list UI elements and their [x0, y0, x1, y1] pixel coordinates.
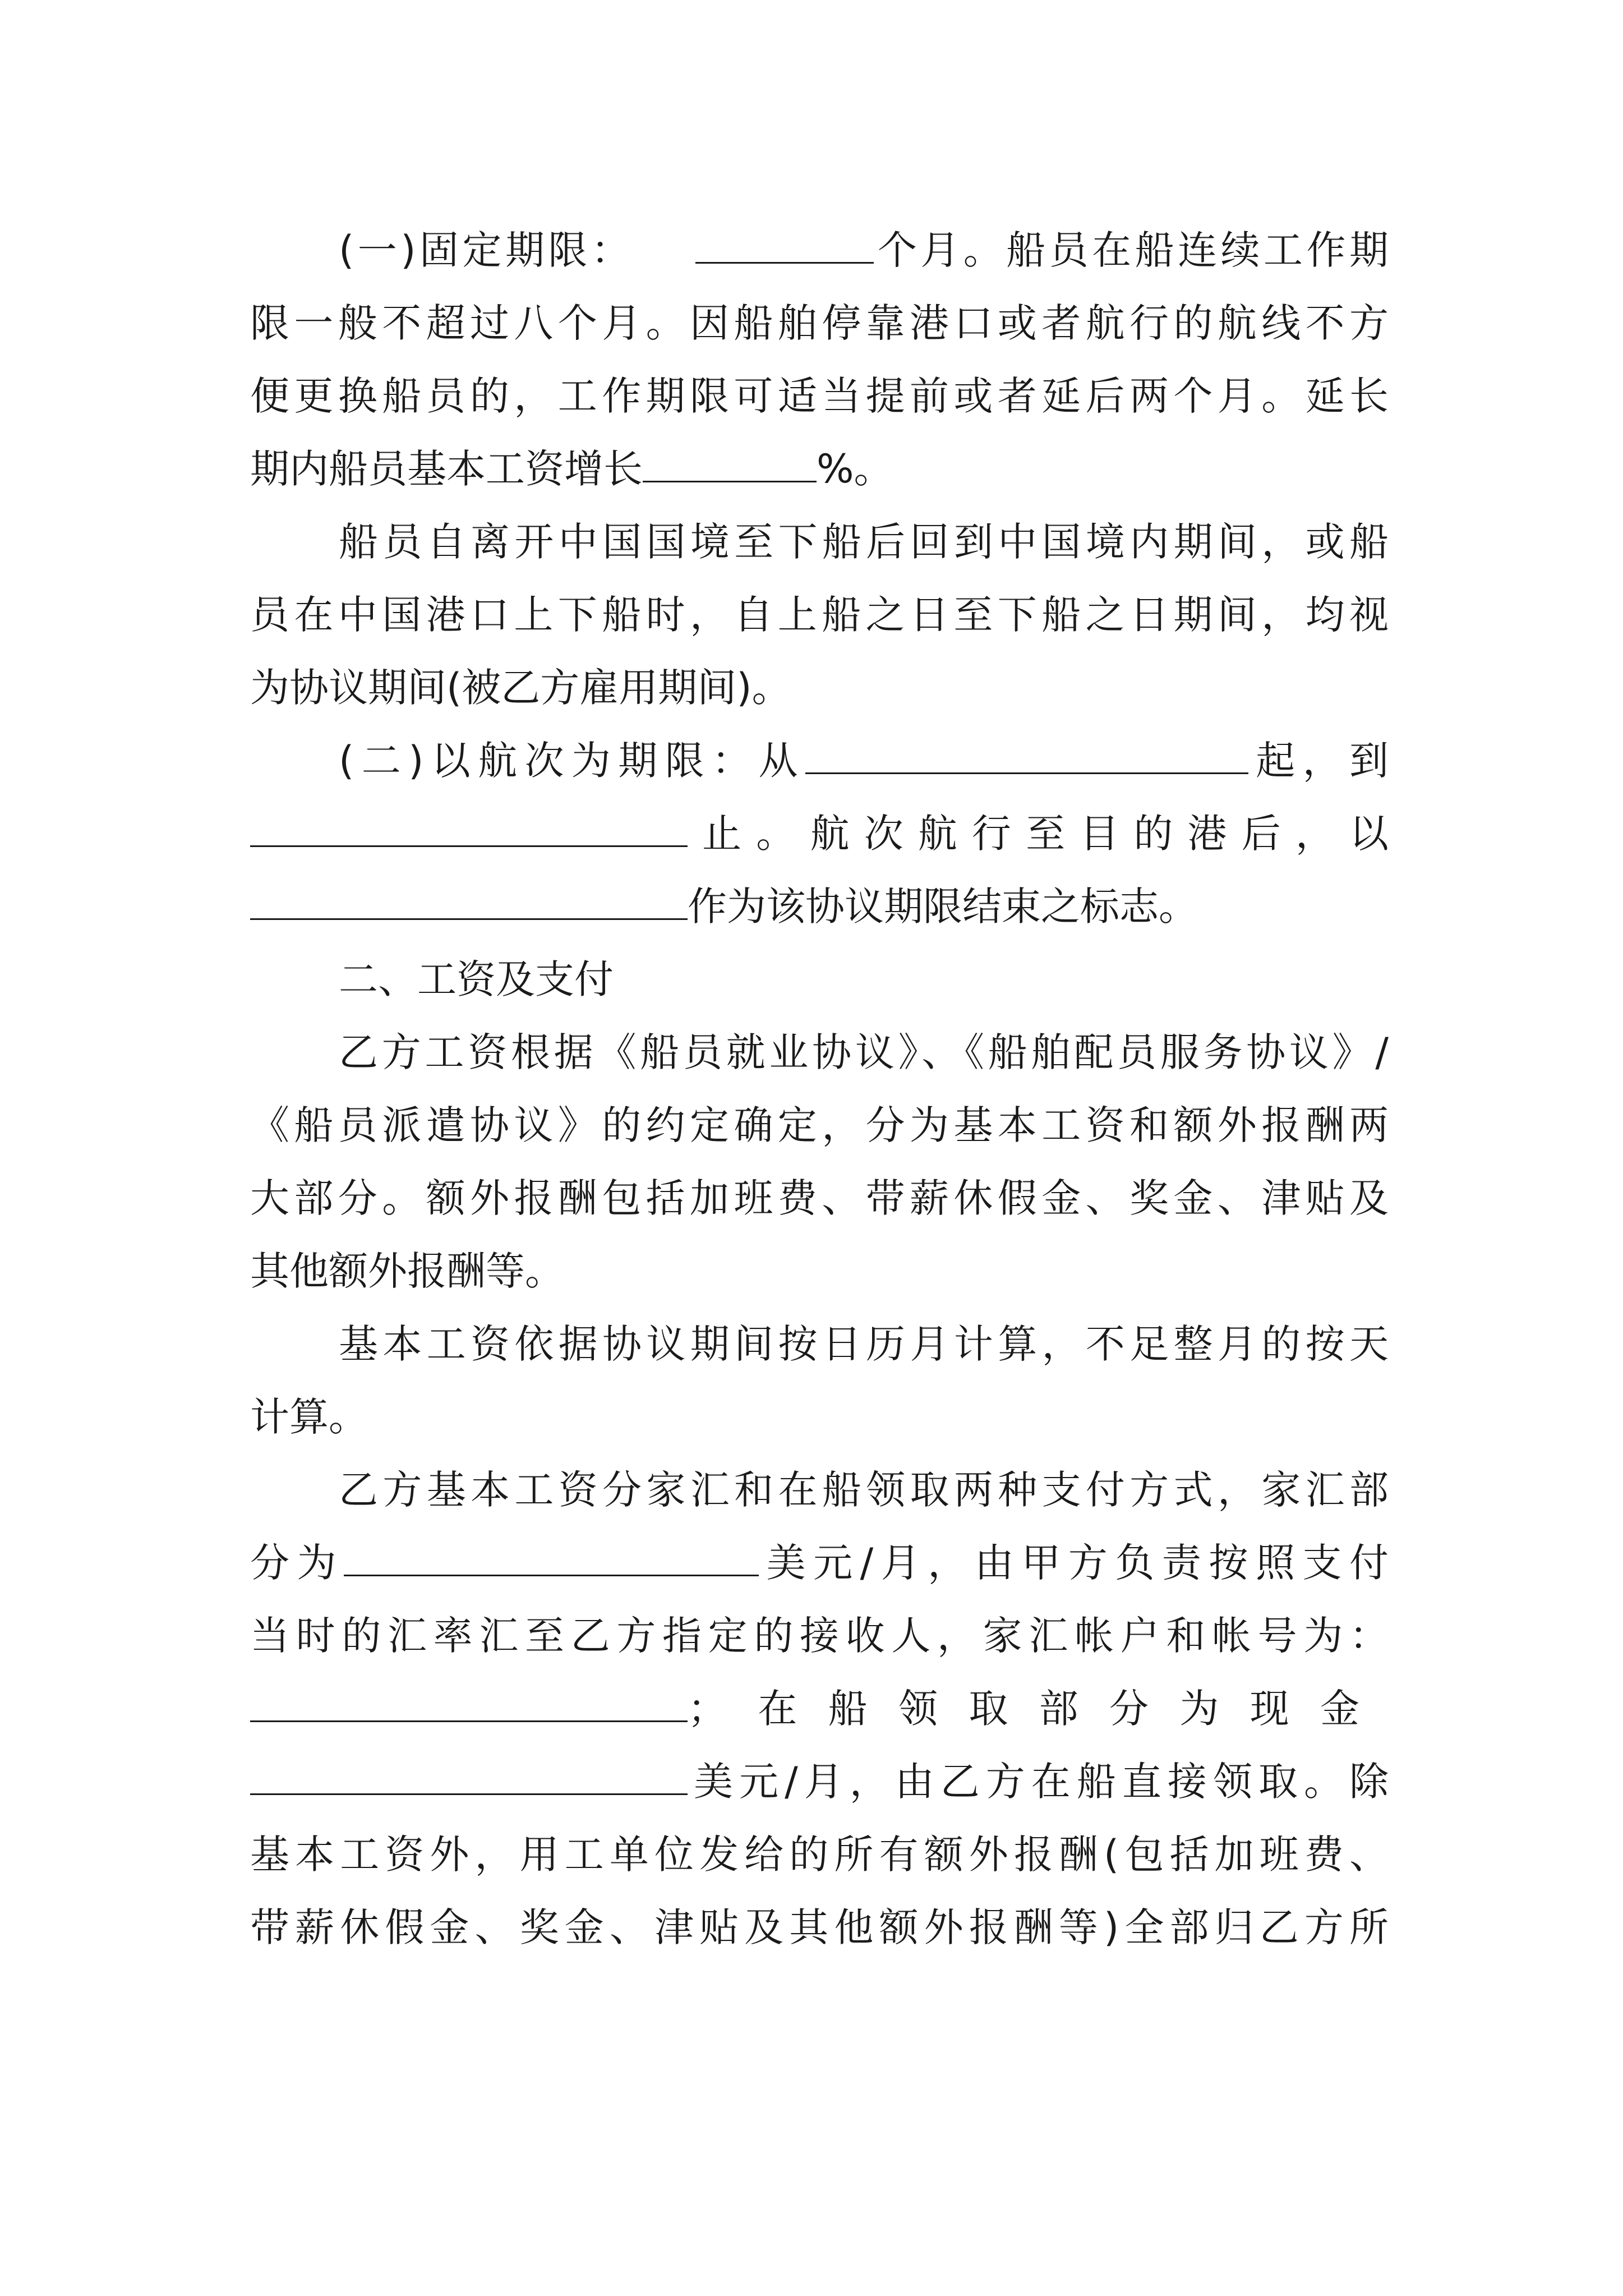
text-line [250, 1170, 1389, 1226]
text-line [250, 660, 1389, 716]
text-segment: 止。航次航行至目的港后，以 [688, 811, 1389, 857]
text-line [250, 295, 1389, 351]
fill-in-blank[interactable] [344, 1538, 759, 1576]
text-segment: 二、工资及支付 [339, 956, 614, 1002]
fill-in-blank[interactable] [250, 881, 688, 920]
fill-in-blank[interactable] [250, 1683, 688, 1722]
text-segment: 限一般不超过八个月。因船舶停靠港口或者航行的航线不方 [250, 300, 1389, 346]
text-segment: 带薪休假金、奖金、津贴及其他额外报酬等)全部归乙方所 [250, 1904, 1389, 1950]
text-segment: 分为 [250, 1540, 344, 1586]
text-line [250, 441, 1389, 497]
text-segment: (一)固定期限： [339, 227, 634, 273]
text-segment: 个月。船员在船连续工作期 [874, 227, 1389, 273]
text-line [250, 1389, 1389, 1445]
text-line [250, 368, 1389, 424]
text-segment: 其他额外报酬等。 [250, 1248, 564, 1294]
text-line [339, 733, 1389, 789]
text-line [339, 1462, 1389, 1518]
fill-in-blank[interactable] [805, 735, 1248, 774]
text-line [250, 1535, 1389, 1591]
text-segment: 期内船员基本工资增长 [250, 446, 643, 492]
text-segment: 《船员派遣协议》的约定确定，分为基本工资和额外报酬两 [250, 1102, 1389, 1148]
text-line [250, 1754, 1389, 1810]
text-segment: %。 [817, 446, 893, 492]
text-line [339, 514, 1389, 570]
text-line [339, 1024, 1389, 1080]
text-segment: (二)以航次为期限：从 [339, 738, 805, 784]
text-line [250, 1608, 1389, 1664]
text-line [250, 587, 1389, 643]
text-line [250, 1097, 1389, 1153]
text-segment: 美元/月，由乙方在船直接领取。除 [688, 1759, 1389, 1805]
text-segment: 起，到 [1248, 738, 1389, 784]
text-segment: 美元/月，由甲方负责按照支付 [759, 1540, 1389, 1586]
text-segment: 便更换船员的，工作期限可适当提前或者延后两个月。延长 [250, 373, 1389, 419]
section-heading [339, 951, 1389, 1007]
text-segment: 船员自离开中国国境至下船后回到中国境内期间，或船 [339, 519, 1389, 565]
text-line [250, 1826, 1389, 1883]
text-segment: 为协议期间(被乙方雇用期间)。 [250, 665, 791, 711]
text-line [250, 806, 1389, 862]
text-segment: 当时的汇率汇至乙方指定的接收人，家汇帐户和帐号为： [250, 1613, 1389, 1659]
text-segment: 基本工资外，用工单位发给的所有额外报酬(包括加班费、 [250, 1832, 1389, 1878]
fill-in-blank[interactable] [250, 1756, 688, 1795]
text-segment: 乙方基本工资分家汇和在船领取两种支付方式，家汇部 [339, 1467, 1389, 1513]
text-segment: 作为该协议期限结束之标志。 [688, 884, 1198, 930]
text-line [339, 222, 1389, 278]
text-segment: 计算。 [250, 1394, 368, 1440]
text-segment: 大部分。额外报酬包括加班费、带薪休假金、奖金、津贴及 [250, 1175, 1389, 1221]
text-segment: 乙方工资根据《船员就业协议》、《船舶配员服务协议》/ [339, 1029, 1389, 1075]
text-segment: 基本工资依据协议期间按日历月计算，不足整月的按天 [339, 1321, 1389, 1367]
text-line [250, 1243, 1389, 1299]
text-line [250, 878, 1389, 935]
text-segment: 员在中国港口上下船时，自上船之日至下船之日期间，均视 [250, 592, 1389, 638]
text-line [250, 1899, 1389, 1955]
text-line [339, 1316, 1389, 1372]
fill-in-blank[interactable] [643, 444, 817, 482]
text-segment: ；在船领取部分为现金 [688, 1686, 1389, 1732]
fill-in-blank[interactable] [695, 225, 874, 264]
fill-in-blank[interactable] [250, 808, 688, 847]
text-line [250, 1681, 1389, 1737]
